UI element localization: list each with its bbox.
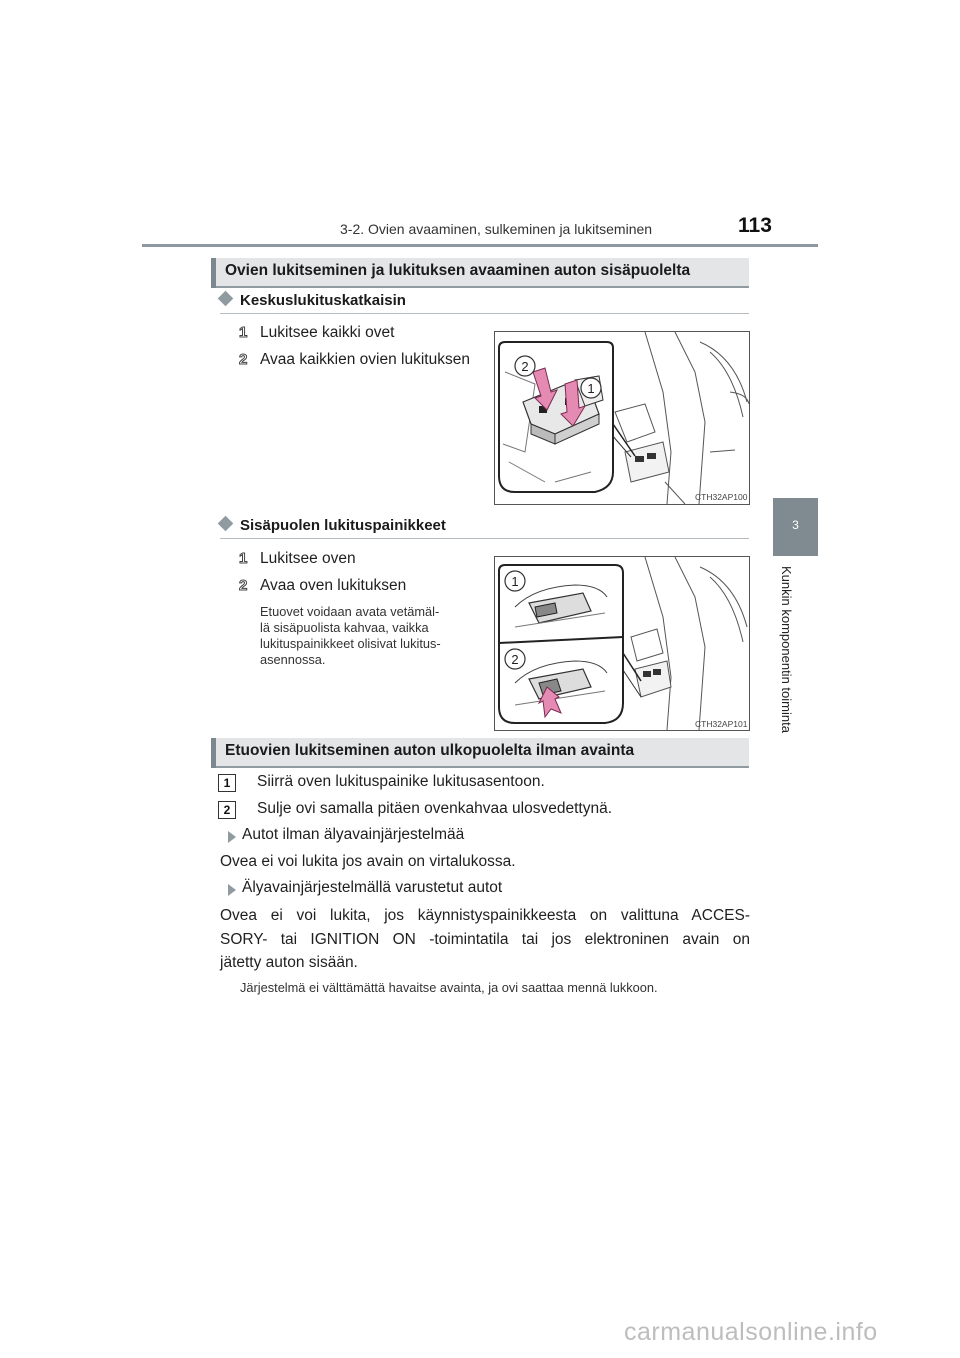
note-line: asennossa. (260, 652, 326, 667)
step-number: 2 (239, 351, 248, 368)
case-text: Ovea ei voi lukita jos avain on virtalukossa. (220, 853, 516, 870)
case-text-line: Ovea ei voi lukita, jos käynnistyspainikkeesta on valittuna ACCES- (220, 907, 750, 924)
section-header-bar (211, 738, 216, 768)
watermark: carmanualsonline.info (624, 1318, 878, 1346)
footnote: Järjestelmä ei välttämättä havaitse avainta, ja ovi saattaa mennä lukkoon. (240, 980, 658, 995)
step-number: 1 (239, 550, 248, 567)
section-title: Ovien lukitseminen ja lukituksen avaaminen auton sisäpuolelta (225, 262, 691, 279)
diamond-bullet-icon (218, 291, 234, 307)
step-text: Lukitsee kaikki ovet (260, 324, 395, 341)
central-lock-switch-drawing (495, 332, 749, 504)
section-header-inside-locking (211, 258, 749, 288)
step-text: Lukitsee oven (260, 550, 356, 567)
step-text: Avaa oven lukituksen (260, 577, 407, 594)
subsection-title-text: Sisäpuolen lukituspainikkeet (240, 517, 446, 534)
inside-lock-button-illustration (494, 556, 750, 731)
step-text: Avaa kaikkien ovien lukituksen (260, 351, 470, 368)
callout-number: 2 (511, 652, 519, 667)
note-line: lä sisäpuolista kahvaa, vaikka (260, 620, 429, 635)
step-number-box: 2 (218, 801, 236, 819)
triangle-bullet-icon (228, 884, 236, 896)
subsection-title-text: Keskuslukituskatkaisin (240, 292, 406, 309)
inside-lock-button-drawing (495, 557, 749, 730)
chapter-title: Kunkin komponentin toiminta (779, 566, 794, 733)
page-number: 113 (738, 214, 772, 237)
note-line: lukituspainikkeet olisivat lukitus- (260, 636, 441, 651)
step-text: Sulje ovi samalla pitäen ovenkahvaa ulosvedettynä. (257, 800, 613, 817)
case-text-line: jätetty auton sisään. (220, 954, 358, 972)
step-number: 2 (239, 577, 248, 594)
step-number: 1 (239, 324, 248, 341)
case-text-line: SORY- tai IGNITION ON -toimintatila tai jos elektroninen avain on (220, 930, 750, 948)
section-title: Etuovien lukitseminen auton ulkopuolelta ilman avainta (225, 742, 635, 759)
callout-number: 2 (521, 359, 529, 374)
callout-number: 1 (511, 574, 519, 589)
triangle-bullet-icon (228, 831, 236, 843)
subsection-rule (220, 538, 749, 539)
central-lock-switch-illustration (494, 331, 750, 505)
diamond-bullet-icon (218, 516, 234, 532)
subsection-title-central-lock (220, 292, 406, 309)
figure-code: CTH32AP101 (695, 719, 748, 729)
subsection-title-lock-buttons (220, 517, 446, 534)
case-text-block (220, 904, 750, 975)
subsection-rule (220, 313, 749, 314)
step-text: Siirrä oven lukituspainike lukitusasentoon. (257, 773, 545, 790)
note-line: Etuovet voidaan avata vetämäl- (260, 604, 440, 619)
section-header-outside-locking (211, 738, 749, 768)
running-head: 3-2. Ovien avaaminen, sulkeminen ja lukitseminen (340, 221, 653, 237)
case-label: Älyavainjärjestelmällä varustetut autot (242, 879, 503, 896)
section-header-bar (211, 258, 216, 288)
callout-number: 1 (587, 381, 595, 396)
case-label: Autot ilman älyavainjärjestelmää (242, 826, 465, 843)
step-number-box: 1 (218, 774, 236, 792)
figure-code: CTH32AP100 (695, 492, 748, 502)
door-handle-note (260, 604, 478, 668)
chapter-number: 3 (792, 518, 799, 532)
header-rule (142, 244, 818, 247)
